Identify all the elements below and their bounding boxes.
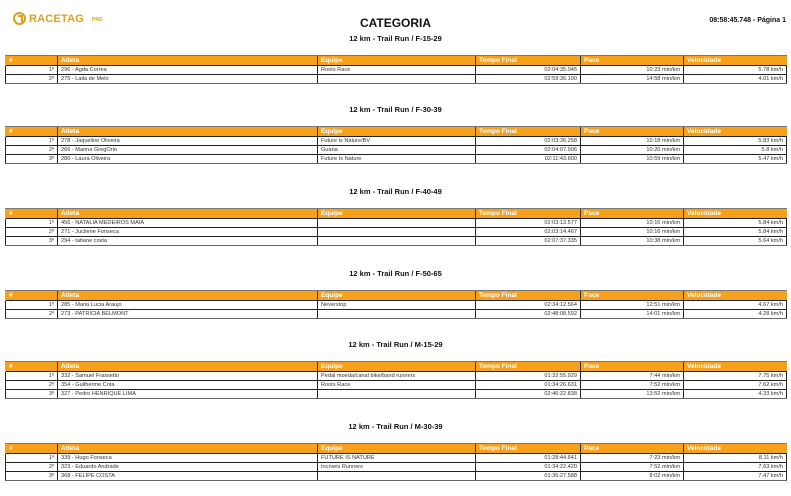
table-row xyxy=(6,237,787,246)
table-row xyxy=(6,146,787,155)
athlete-cell: 275 - Laila de Melo xyxy=(58,75,318,84)
table-row xyxy=(6,155,787,164)
time-cell: 02:03:36.258 xyxy=(476,137,581,146)
time-cell: 02:07:37.335 xyxy=(476,237,581,246)
table-header-row xyxy=(6,56,787,66)
team-cell xyxy=(318,219,476,228)
table-row xyxy=(6,301,787,310)
pace-cell: 10:16 min/km xyxy=(581,219,684,228)
position-cell: 3º xyxy=(6,390,58,399)
category-section xyxy=(0,104,791,162)
page-header xyxy=(0,0,791,36)
speed-cell: 7.62 km/h xyxy=(684,381,787,390)
speed-cell: 5.64 km/h xyxy=(684,237,787,246)
team-cell xyxy=(318,237,476,246)
table-row xyxy=(6,454,787,463)
team-cell: Incrveis Runners xyxy=(318,463,476,472)
page-title: CATEGORIA xyxy=(359,16,432,30)
team-cell xyxy=(318,472,476,481)
position-cell: 1º xyxy=(6,137,58,146)
col-header-time: Tempo Final xyxy=(476,209,581,219)
col-header-time: Tempo Final xyxy=(476,444,581,454)
position-cell: 2º xyxy=(6,228,58,237)
speed-cell: 5.8 km/h xyxy=(684,146,787,155)
position-cell: 3º xyxy=(6,472,58,481)
table-header-row xyxy=(6,291,787,301)
results-table xyxy=(5,126,787,164)
speed-cell: 5.83 km/h xyxy=(684,137,787,146)
logo-text: RACETAG xyxy=(29,12,84,25)
speed-cell: 7.47 km/h xyxy=(684,472,787,481)
position-cell: 2º xyxy=(6,75,58,84)
time-cell: 01:36:27.588 xyxy=(476,472,581,481)
results-table xyxy=(5,361,787,399)
results-table xyxy=(5,208,787,246)
category-title: 12 km - Trail Run / F-40-49 xyxy=(349,187,442,196)
speed-cell: 8.11 km/h xyxy=(684,454,787,463)
position-cell: 2º xyxy=(6,146,58,155)
table-header-row xyxy=(6,209,787,219)
speed-cell: 4.01 km/h xyxy=(684,75,787,84)
pace-cell: 13:52 min/km xyxy=(581,390,684,399)
category-section xyxy=(0,186,791,244)
table-row xyxy=(6,228,787,237)
logo-sub: PRO xyxy=(91,16,103,23)
athlete-cell: 296 - Agda Correa xyxy=(58,66,318,75)
time-cell: 01:28:44.641 xyxy=(476,454,581,463)
col-header-team: Equipe xyxy=(318,209,476,219)
table-row xyxy=(6,463,787,472)
table-row xyxy=(6,381,787,390)
team-cell: Neverstop xyxy=(318,301,476,310)
time-cell: 01:34:26.631 xyxy=(476,381,581,390)
col-header-time: Tempo Final xyxy=(476,127,581,137)
position-cell: 2º xyxy=(6,310,58,319)
speed-cell: 5.78 km/h xyxy=(684,66,787,75)
position-cell: 1º xyxy=(6,372,58,381)
athlete-cell: 273 - PATRICIA BELMONT xyxy=(58,310,318,319)
pace-cell: 10:20 min/km xyxy=(581,146,684,155)
position-cell: 1º xyxy=(6,454,58,463)
pace-cell: 14:01 min/km xyxy=(581,310,684,319)
table-row xyxy=(6,372,787,381)
athlete-cell: 354 - Guilherme Cota xyxy=(58,381,318,390)
position-cell: 1º xyxy=(6,301,58,310)
table-row xyxy=(6,472,787,481)
team-cell: FUTURE IS NATURE xyxy=(318,454,476,463)
table-header-row xyxy=(6,444,787,454)
pace-cell: 10:38 min/km xyxy=(581,237,684,246)
table-header-row xyxy=(6,127,787,137)
category-title: 12 km - Trail Run / M-30-39 xyxy=(348,422,443,431)
col-header-pace: Pace xyxy=(581,291,684,301)
speed-cell: 7.63 km/h xyxy=(684,463,787,472)
pace-cell: 10:59 min/km xyxy=(581,155,684,164)
time-cell: 02:04:35.045 xyxy=(476,66,581,75)
col-header-team: Equipe xyxy=(318,56,476,66)
position-cell: 1º xyxy=(6,66,58,75)
time-cell: 01:32:55.929 xyxy=(476,372,581,381)
category-section xyxy=(0,339,791,397)
col-header-position: # xyxy=(6,362,58,372)
col-header-athlete: Atleta xyxy=(58,444,318,454)
col-header-position: # xyxy=(6,291,58,301)
table-row xyxy=(6,310,787,319)
time-cell: 02:59:36.100 xyxy=(476,75,581,84)
athlete-cell: 323 - Eduardo Andrade xyxy=(58,463,318,472)
col-header-athlete: Atleta xyxy=(58,56,318,66)
team-cell xyxy=(318,390,476,399)
athlete-cell: 368 - FELIPE COSTA xyxy=(58,472,318,481)
athlete-cell: 285 - Maria Lucia Araujo xyxy=(58,301,318,310)
col-header-position: # xyxy=(6,127,58,137)
col-header-pace: Pace xyxy=(581,56,684,66)
col-header-position: # xyxy=(6,444,58,454)
pace-cell: 7:44 min/km xyxy=(581,372,684,381)
col-header-athlete: Atleta xyxy=(58,209,318,219)
athlete-cell: 332 - Samuel Frassetto xyxy=(58,372,318,381)
team-cell: Guana xyxy=(318,146,476,155)
speed-cell: 4.33 km/h xyxy=(684,390,787,399)
col-header-team: Equipe xyxy=(318,127,476,137)
athlete-cell: 271 - Jucilene Fonseca xyxy=(58,228,318,237)
col-header-speed: Velocidade xyxy=(684,444,787,454)
pace-cell: 10:18 min/km xyxy=(581,137,684,146)
col-header-pace: Pace xyxy=(581,127,684,137)
col-header-speed: Velocidade xyxy=(684,127,787,137)
athlete-cell: 280 - Laura Oliveira xyxy=(58,155,318,164)
col-header-speed: Velocidade xyxy=(684,56,787,66)
category-title: 12 km - Trail Run / M-15-29 xyxy=(348,340,443,349)
speed-cell: 4.28 km/h xyxy=(684,310,787,319)
col-header-time: Tempo Final xyxy=(476,56,581,66)
pace-cell: 8:02 min/km xyxy=(581,472,684,481)
col-header-athlete: Atleta xyxy=(58,291,318,301)
results-table xyxy=(5,55,787,84)
table-row xyxy=(6,137,787,146)
col-header-position: # xyxy=(6,56,58,66)
athlete-cell: 278 - Jaqueline Oliveira xyxy=(58,137,318,146)
results-table xyxy=(5,290,787,319)
table-row xyxy=(6,66,787,75)
team-cell xyxy=(318,228,476,237)
col-header-pace: Pace xyxy=(581,209,684,219)
team-cell: Future Is Nature xyxy=(318,155,476,164)
team-cell: Pedal moeda/canal bike/band runners xyxy=(318,372,476,381)
category-title: 12 km - Trail Run / F-15-29 xyxy=(349,34,442,43)
col-header-time: Tempo Final xyxy=(476,291,581,301)
position-cell: 1º xyxy=(6,219,58,228)
athlete-cell: 456 - NATALIA MEDEIROS MAIA xyxy=(58,219,318,228)
pace-cell: 12:51 min/km xyxy=(581,301,684,310)
category-section xyxy=(0,33,791,82)
position-cell: 2º xyxy=(6,463,58,472)
table-row xyxy=(6,390,787,399)
speed-cell: 5.84 km/h xyxy=(684,228,787,237)
pace-cell: 14:58 min/km xyxy=(581,75,684,84)
col-header-pace: Pace xyxy=(581,362,684,372)
time-cell: 01:34:22.420 xyxy=(476,463,581,472)
team-cell: Roots Race xyxy=(318,381,476,390)
team-cell xyxy=(318,75,476,84)
team-cell: Roots Race xyxy=(318,66,476,75)
time-cell: 02:34:12.564 xyxy=(476,301,581,310)
team-cell: Future is Nature/BV xyxy=(318,137,476,146)
time-cell: 02:11:43.600 xyxy=(476,155,581,164)
table-row xyxy=(6,75,787,84)
col-header-team: Equipe xyxy=(318,362,476,372)
category-section xyxy=(0,268,791,317)
pace-cell: 7:52 min/km xyxy=(581,463,684,472)
pace-cell: 7:52 min/km xyxy=(581,381,684,390)
time-cell: 02:46:22.838 xyxy=(476,390,581,399)
team-cell xyxy=(318,310,476,319)
speed-cell: 4.67 km/h xyxy=(684,301,787,310)
col-header-pace: Pace xyxy=(581,444,684,454)
position-cell: 3º xyxy=(6,237,58,246)
athlete-cell: 294 - tatiane costa xyxy=(58,237,318,246)
pace-cell: 10:23 min/km xyxy=(581,66,684,75)
table-header-row xyxy=(6,362,787,372)
col-header-athlete: Atleta xyxy=(58,127,318,137)
col-header-team: Equipe xyxy=(318,291,476,301)
col-header-time: Tempo Final xyxy=(476,362,581,372)
category-title: 12 km - Trail Run / F-50-65 xyxy=(349,269,442,278)
time-cell: 02:03:14.467 xyxy=(476,228,581,237)
col-header-position: # xyxy=(6,209,58,219)
time-cell: 02:04:07.906 xyxy=(476,146,581,155)
position-cell: 2º xyxy=(6,381,58,390)
col-header-speed: Velocidade xyxy=(684,291,787,301)
athlete-cell: 327 - Pedro HENRIQUE LIMA xyxy=(58,390,318,399)
timestamp-page: 08:58:45.748 - Página 1 xyxy=(709,17,786,24)
speed-cell: 7.75 km/h xyxy=(684,372,787,381)
table-row xyxy=(6,219,787,228)
pace-cell: 7:23 min/km xyxy=(581,454,684,463)
category-title: 12 km - Trail Run / F-30-39 xyxy=(349,105,442,114)
position-cell: 3º xyxy=(6,155,58,164)
speed-cell: 5.47 km/h xyxy=(684,155,787,164)
category-section xyxy=(0,421,791,479)
athlete-cell: 339 - Hugo Fonseca xyxy=(58,454,318,463)
results-table xyxy=(5,443,787,481)
col-header-athlete: Atleta xyxy=(58,362,318,372)
pace-cell: 10:16 min/km xyxy=(581,228,684,237)
athlete-cell: 266 - Marina GregOrio xyxy=(58,146,318,155)
time-cell: 02:03:13.577 xyxy=(476,219,581,228)
col-header-speed: Velocidade xyxy=(684,362,787,372)
speed-cell: 5.84 km/h xyxy=(684,219,787,228)
col-header-speed: Velocidade xyxy=(684,209,787,219)
time-cell: 02:48:08.592 xyxy=(476,310,581,319)
col-header-team: Equipe xyxy=(318,444,476,454)
